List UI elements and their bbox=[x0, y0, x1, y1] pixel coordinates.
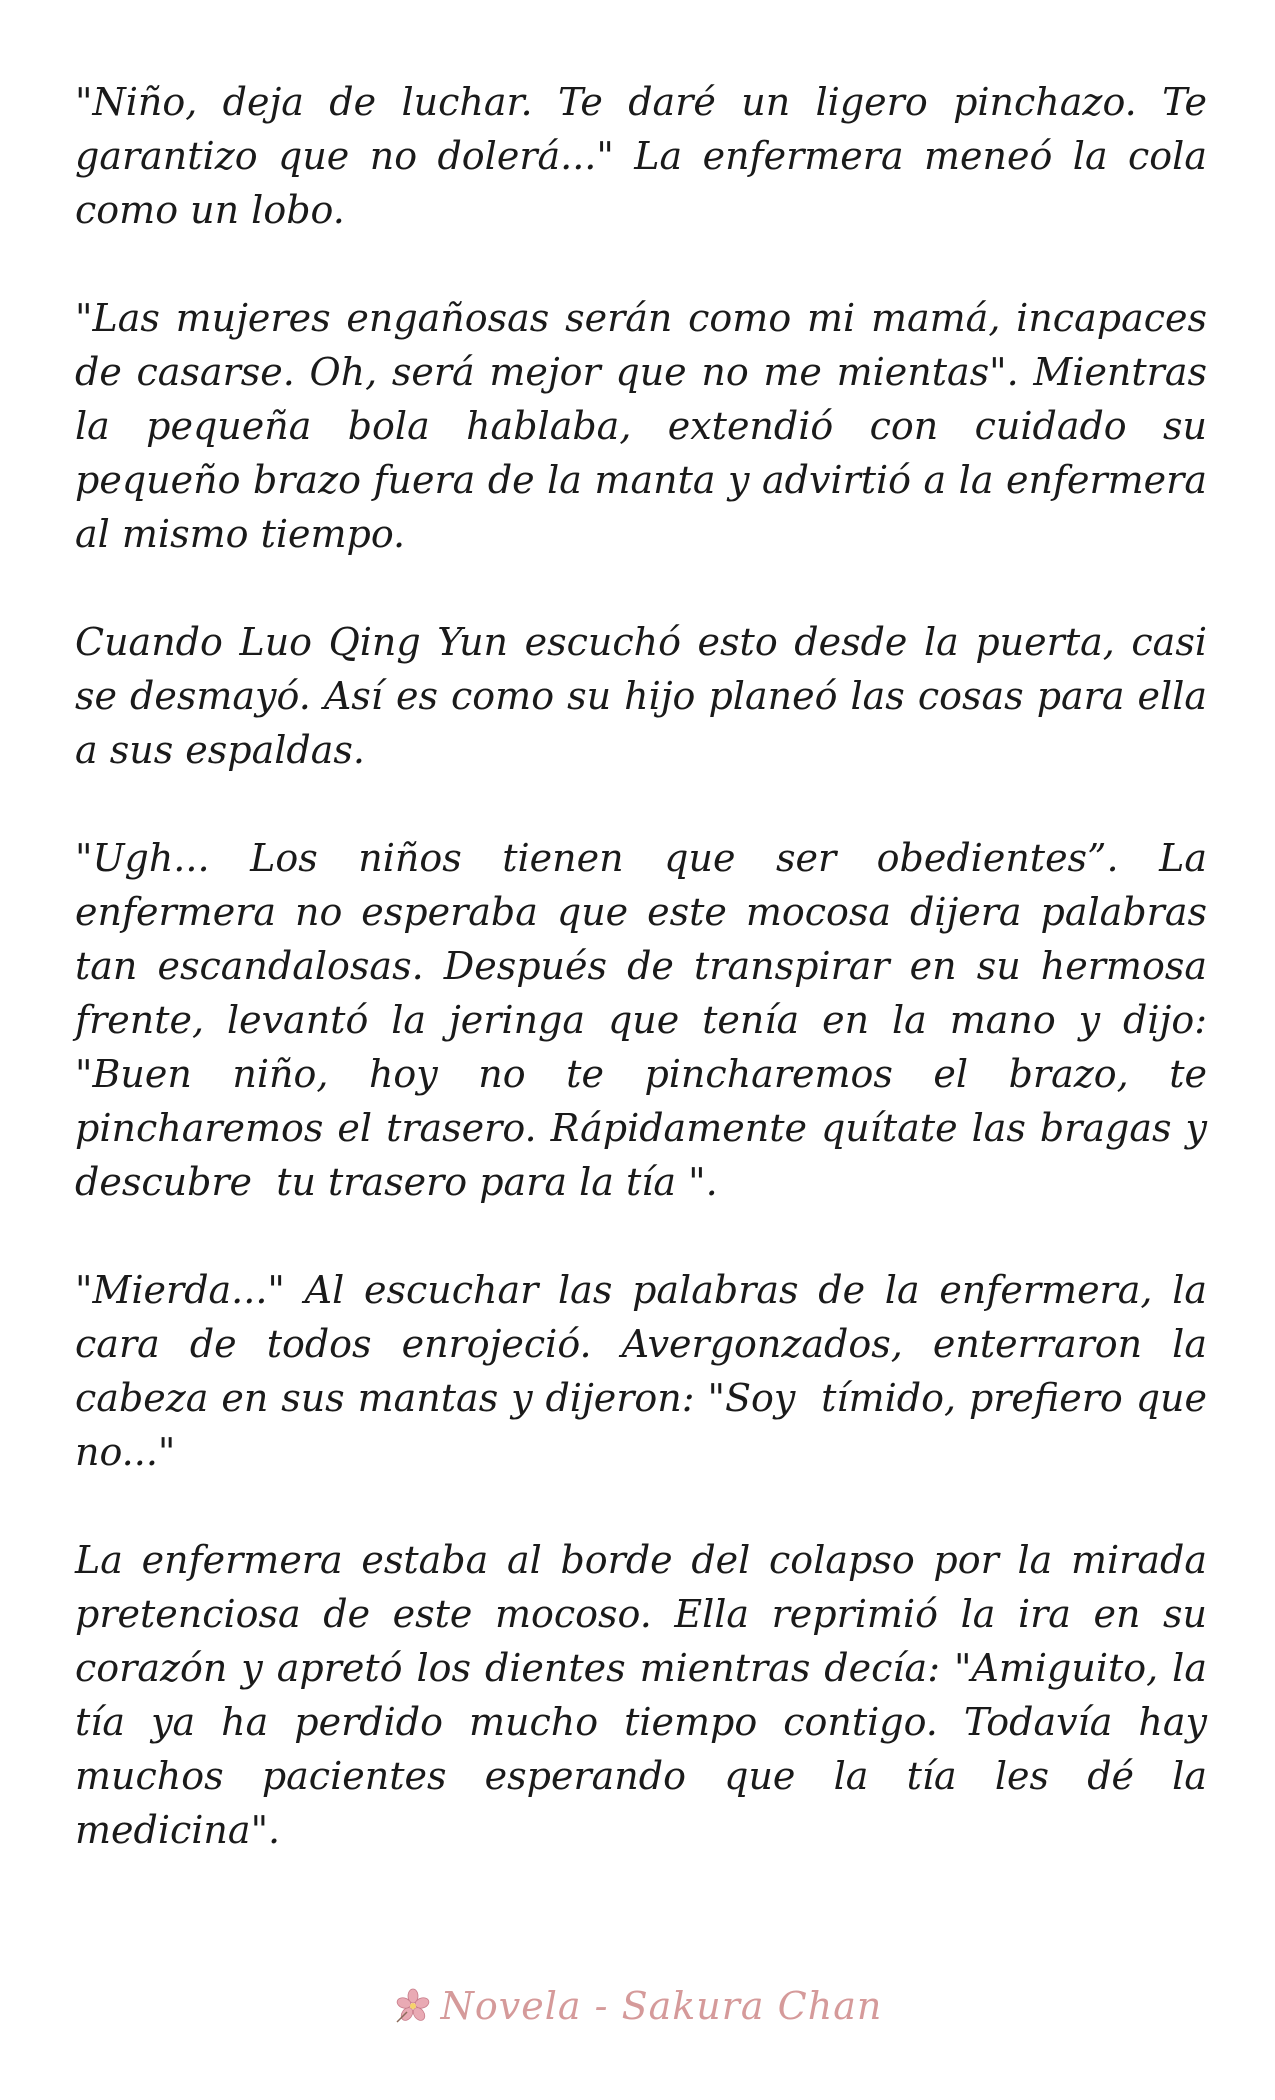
footer bbox=[0, 1984, 1275, 2034]
paragraph-5: "Mierda..." Al escuchar las palabras de la enfermera, la cara de todos enrojeció. Avergonzados, enterraron la cabeza en sus mantas y dijeron: "Soy tímido, prefiero que no..." bbox=[75, 1268, 1220, 1474]
page-content bbox=[75, 75, 1220, 1911]
cherry-blossom-icon bbox=[393, 1986, 433, 2026]
paragraph-6: La enfermera estaba al borde del colapso por la mirada pretenciosa de este mocoso. Ella reprimió la ira en su corazón y apretó los dientes mientras decía: "Amiguito, la tía ya ha perdido mucho tiempo contigo. Todavía hay muchos pacientes esperando que la tía les dé la medicina". bbox=[75, 1538, 1220, 1852]
footer-text: Novela - Sakura Chan bbox=[440, 1984, 883, 2028]
footer-watermark bbox=[393, 1984, 883, 2028]
paragraph-4: "Ugh... Los niños tienen que ser obedientes”. La enfermera no esperaba que este mocosa dijera palabras tan escandalosas. Después de transpirar en su hermosa frente, levantó la jeringa que tenía en la mano y dijo: "Buen niño, hoy no te pincharemos el brazo, te pincharemos el trasero. Rápidamente quítate las bragas y descubre tu trasero para la tía ". bbox=[75, 836, 1220, 1204]
paragraph-2: "Las mujeres engañosas serán como mi mamá, incapaces de casarse. Oh, será mejor que no me mientas". Mientras la pequeña bola hablaba, extendió con cuidado su pequeño brazo fuera de la manta y advirtió a la enfermera al mismo tiempo. bbox=[75, 296, 1220, 556]
paragraph-3: Cuando Luo Qing Yun escuchó esto desde la puerta, casi se desmayó. Así es como su hijo planeó las cosas para ella a sus espaldas. bbox=[75, 620, 1220, 772]
paragraph-1: "Niño, deja de luchar. Te daré un ligero pinchazo. Te garantizo que no dolerá..." La enfermera meneó la cola como un lobo. bbox=[75, 80, 1220, 232]
